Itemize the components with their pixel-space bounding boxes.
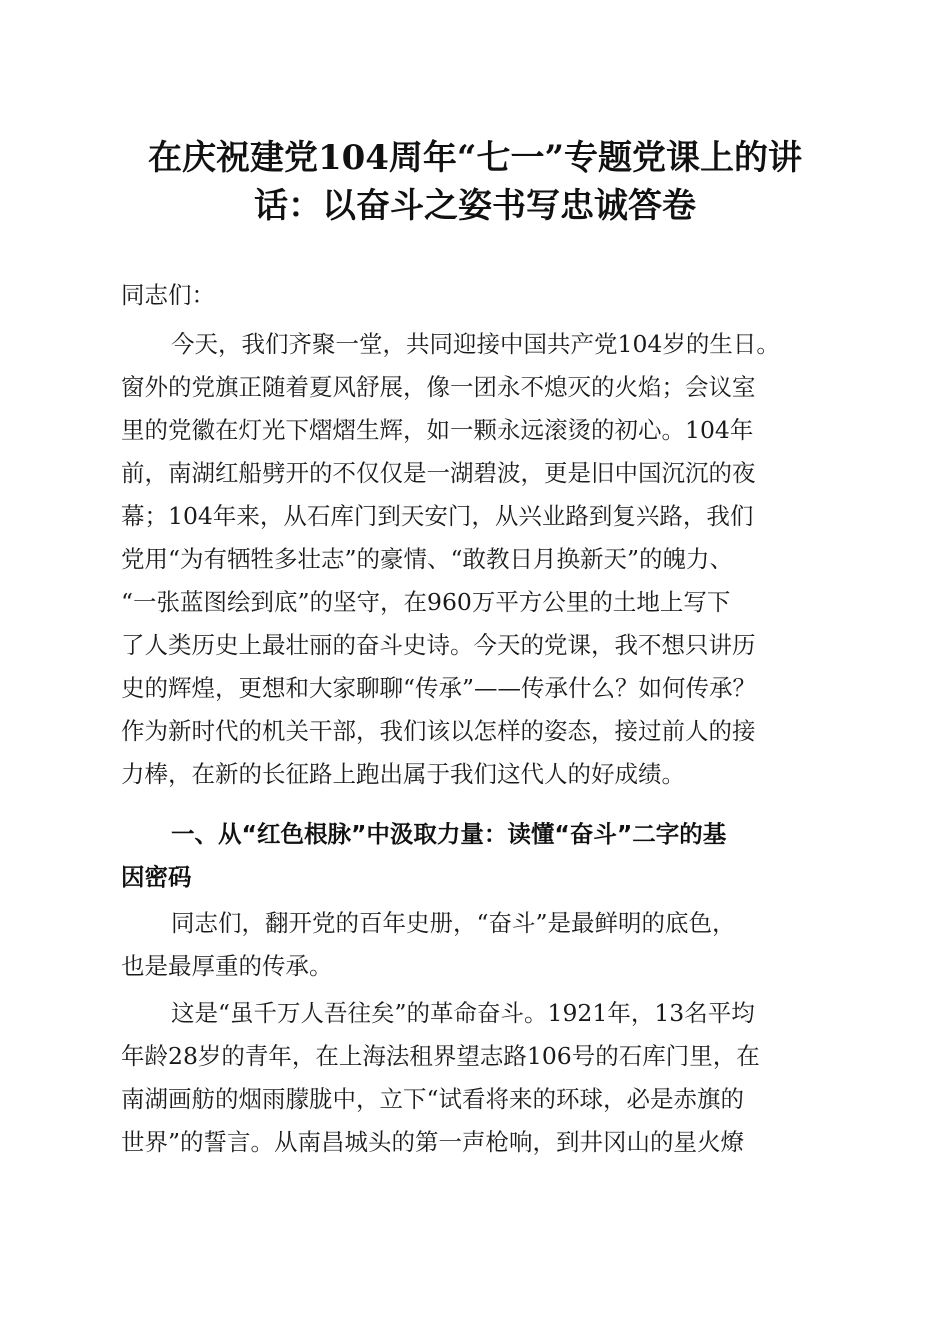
paragraph-1-line: 了人类历史上最壮丽的奋斗史诗。今天的党课，我不想只讲历 [121,631,756,659]
paragraph-1-line: 力棒，在新的长征路上跑出属于我们这代人的好成绩。 [121,760,685,788]
paragraph-1-line: 党用“为有牺牲多壮志”的豪情、“敢教日月换新天”的魄力、 [121,545,734,573]
salutation: 同志们： [121,281,215,309]
paragraph-2-line: 同志们，翻开党的百年史册，“奋斗”是最鲜明的底色， [171,909,736,937]
paragraph-3-line: 年龄28岁的青年，在上海法租界望志路106号的石库门里，在 [121,1042,760,1070]
section-heading-line: 一、从“红色根脉”中汲取力量：读懂“奋斗”二字的基 [171,820,727,848]
title-line-1: 在庆祝建党104周年“七一”专题党课上的讲 [147,138,803,178]
paragraph-3-line: 这是“虽千万人吾往矣”的革命奋斗。1921年，13名平均 [171,999,755,1027]
section-heading-line: 因密码 [121,863,192,891]
paragraph-1-line: “一张蓝图绘到底”的坚守，在960万平方公里的土地上写下 [121,588,731,616]
paragraph-1-line: 窗外的党旗正随着夏风舒展，像一团永不熄灭的火焰；会议室 [121,373,756,401]
paragraph-3-line: 南湖画舫的烟雨朦胧中，立下“试看将来的环球，必是赤旗的 [121,1085,745,1113]
paragraph-1-line: 幕；104年来，从石库门到天安门，从兴业路到复兴路，我们 [121,502,754,530]
paragraph-3-line: 世界”的誓言。从南昌城头的第一声枪响，到井冈山的星火燎 [121,1128,745,1156]
paragraph-1-line: 今天，我们齐聚一堂，共同迎接中国共产党104岁的生日。 [171,330,780,358]
paragraph-1-line: 作为新时代的机关干部，我们该以怎样的姿态，接过前人的接 [121,717,756,745]
paragraph-1-line: 史的辉煌，更想和大家聊聊“传承”——传承什么？如何传承？ [121,674,757,702]
document-title [110,134,840,230]
paragraph-1-line: 里的党徽在灯光下熠熠生辉，如一颗永远滚烫的初心。104年 [121,416,754,444]
title-line-2: 话：以奋斗之姿书写忠诚答卷 [254,186,696,226]
paragraph-1-line: 前，南湖红船劈开的不仅仅是一湖碧波，更是旧中国沉沉的夜 [121,459,756,487]
paragraph-2-line: 也是最厚重的传承。 [121,952,333,980]
